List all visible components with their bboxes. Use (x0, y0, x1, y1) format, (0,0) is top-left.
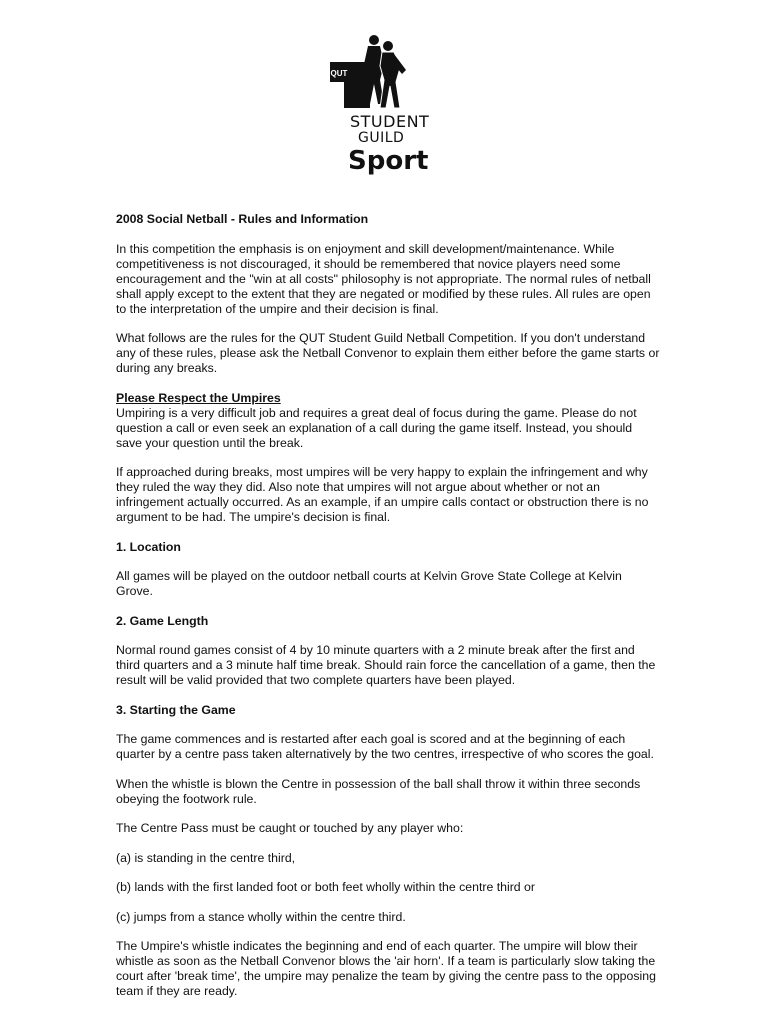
qut-badge-text: QUT (330, 69, 348, 78)
document-body (116, 212, 661, 1014)
starting-game-paragraph-2: When the whistle is blown the Centre in possession of the ball shall throw it within three seconds obeying the footwork rule. (116, 776, 641, 806)
centre-pass-condition-b: (b) lands with the first landed foot or both feet wholly within the centre third or (116, 880, 535, 894)
starting-game-paragraph-4: The Umpire's whistle indicates the beginning and end of each quarter. The umpire will blow their whistle as soon as the Netball Convenor blows the 'air horn'. If a team is particularly slow taking the court after 'break time', the umpire may penalize the team by giving the centre pass to the opposing team if they are ready. (116, 939, 656, 998)
student-guild-sport-logo (330, 34, 450, 184)
intro-paragraph-2: What follows are the rules for the QUT Student Guild Netball Competition. If you don't understand any of these rules, please ask the Netball Convenor to explain them either before the game starts or during any breaks. (116, 331, 660, 375)
document-title: 2008 Social Netball - Rules and Information (116, 212, 369, 226)
athletes-logo-graphic (330, 34, 414, 112)
umpires-heading: Please Respect the Umpires (116, 390, 281, 405)
game-length-paragraph: Normal round games consist of 4 by 10 minute quarters with a 2 minute break after the first and third quarters and a 3 minute half time break. Should rain force the cancellation of a game, then the result will be valid provided that two complete quarters have been played. (116, 643, 656, 687)
starting-game-paragraph-1: The game commences and is restarted after each goal is scored and at the beginning of each quarter by a centre pass taken alternatively by the two centres, irrespective of who scores the goal. (116, 732, 654, 761)
logo-sport-text: Sport (348, 146, 429, 176)
centre-pass-condition-a: (a) is standing in the centre third, (116, 850, 296, 865)
centre-pass-condition-c: (c) jumps from a stance wholly within the centre third. (116, 909, 406, 924)
section-game-length-heading: 2. Game Length (116, 613, 209, 628)
section-location-heading: 1. Location (116, 539, 181, 554)
umpires-paragraph-2: If approached during breaks, most umpires will be very happy to explain the infringement and why they ruled the way they did. Also note that umpires will not argue about whether or not an infringement actually occurred. As an example, if an umpire calls contact or obstruction there is no argument to be had. The umpire's decision is final. (116, 465, 649, 524)
intro-paragraph-1: In this competition the emphasis is on enjoyment and skill development/maintenance. While competitiveness is not discouraged, it should be remembered that novice players need some encouragement and the "win at all costs" philosophy is not appropriate. The normal rules of netball shall apply except to the extent that they are negated or modified by these rules. All rules are open to the interpretation of the umpire and their decision is final. (116, 241, 651, 316)
logo-student-text: STUDENT (350, 112, 430, 131)
umpires-paragraph-1: Umpiring is a very difficult job and requires a great deal of focus during the game. Please do not question a call or even seek an explanation of a call during the game itself. Instead, you should save your question until the break. (116, 405, 637, 450)
starting-game-paragraph-3: The Centre Pass must be caught or touched by any player who: (116, 821, 464, 835)
logo-guild-text: GUILD (358, 130, 405, 146)
section-starting-game-heading: 3. Starting the Game (116, 702, 236, 717)
location-paragraph: All games will be played on the outdoor netball courts at Kelvin Grove State College at Kelvin Grove. (116, 569, 622, 598)
